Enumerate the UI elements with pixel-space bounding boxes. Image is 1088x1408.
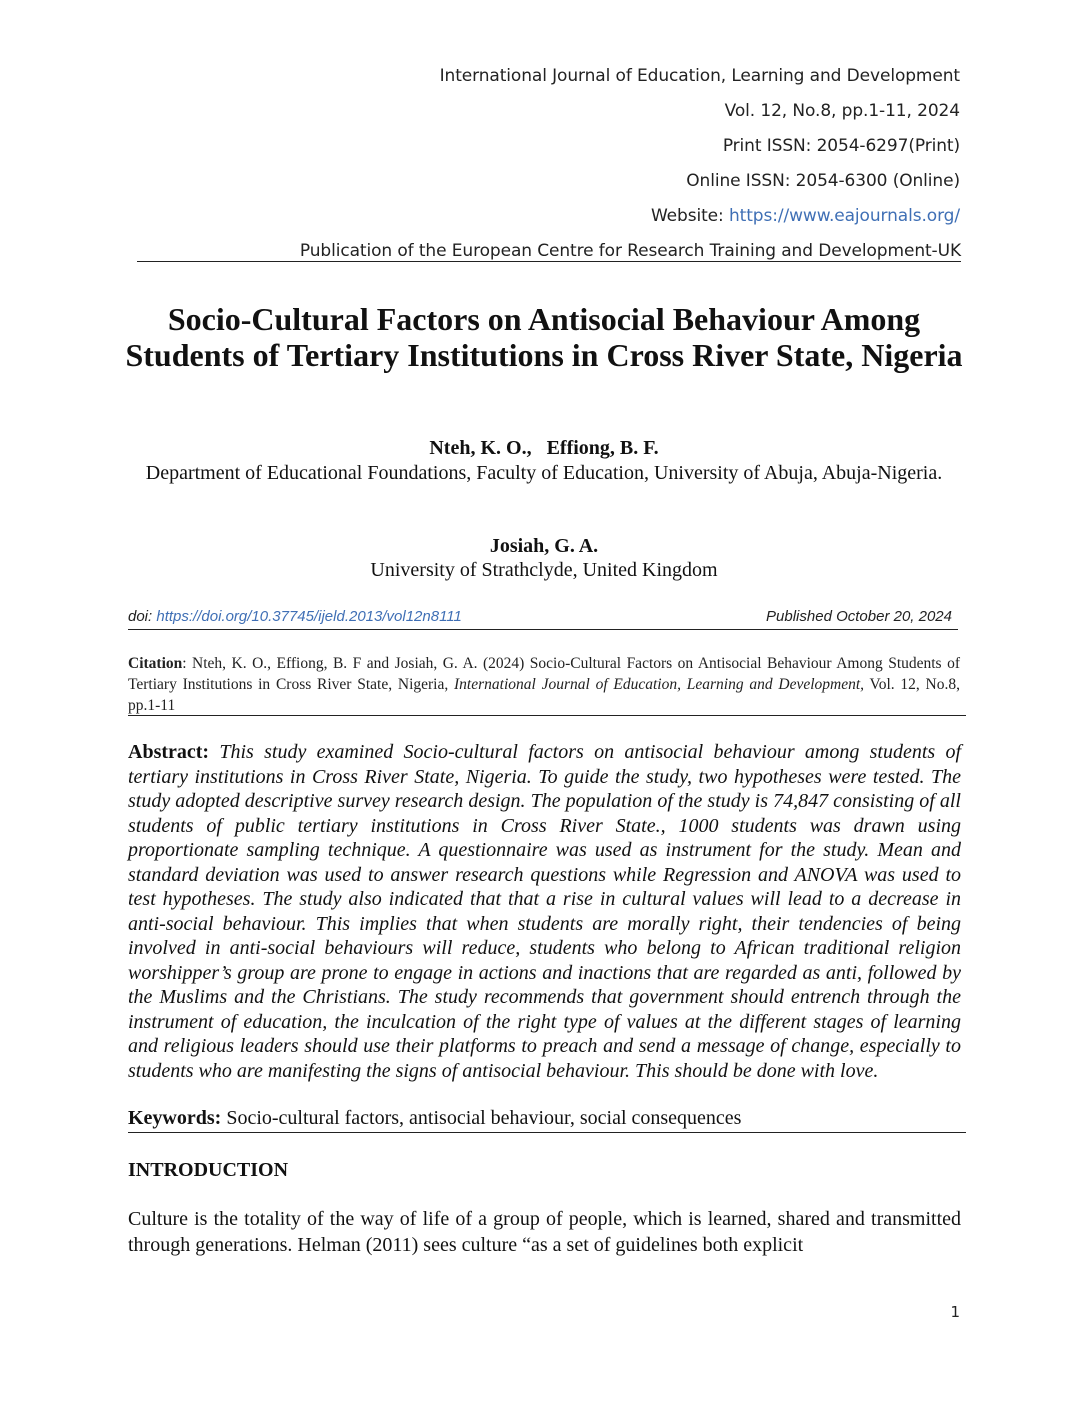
citation-label: Citation: [128, 655, 183, 672]
citation-journal: International Journal of Education, Learning and Development,: [454, 676, 865, 693]
published-date: Published October 20, 2024: [766, 608, 952, 625]
introduction-paragraph: Culture is the totality of the way of life of a group of people, which is learned, shared and transmitted through generations. Helman (2011) sees culture “as a set of guidelines both explicit: [128, 1208, 961, 1256]
abstract-label: Abstract:: [128, 741, 210, 763]
publisher-line: Publication of the European Centre for Research Training and Development-UK: [299, 241, 961, 261]
doi-link[interactable]: https://doi.org/10.37745/ijeld.2013/vol12n8111: [156, 608, 462, 625]
keywords-text: Socio-cultural factors, antisocial behaviour, social consequences: [221, 1107, 742, 1129]
website-label: Website:: [650, 206, 729, 226]
citation-block: [128, 653, 960, 716]
website-line: [651, 206, 960, 226]
online-issn: Online ISSN: 2054-6300 (Online): [686, 171, 960, 191]
paper-title: Socio-Cultural Factors on Antisocial Behaviour Among Students of Tertiary Institutions in Cross River State, Nigeria: [125, 301, 963, 373]
header-divider: [137, 261, 961, 262]
citation-divider: [128, 715, 966, 716]
journal-name: International Journal of Education, Learning and Development: [439, 66, 960, 86]
author-secondary: Josiah, G. A.: [489, 535, 599, 557]
keywords-label: Keywords:: [128, 1107, 222, 1129]
doi-line: [128, 608, 954, 625]
abstract-block: [128, 740, 961, 1083]
print-issn: Print ISSN: 2054-6297(Print): [722, 136, 960, 156]
page-number: 1: [950, 1303, 960, 1321]
affiliation-secondary: University of Strathclyde, United Kingdom: [370, 559, 718, 581]
authors-primary: Nteh, K. O., Effiong, B. F.: [429, 437, 659, 459]
website-link[interactable]: https://www.eajournals.org/: [728, 206, 960, 226]
citation-text: : Nteh, K. O., Effiong, B. F and Josiah, G. A. (2024) Socio-Cultural Factors on Antisocial Behaviour Among Students of Tertiary Institutions in Cross River State, Nigeria,: [128, 655, 960, 693]
affiliation-primary: Department of Educational Foundations, Faculty of Education, University of Abuja, Abuja-Nigeria.: [145, 462, 943, 484]
section-heading: INTRODUCTION: [128, 1159, 289, 1181]
citation-volume: Vol. 12, No.8, pp.1-11: [128, 676, 961, 714]
doi-divider: [128, 629, 958, 630]
volume-info: Vol. 12, No.8, pp.1-11, 2024: [724, 101, 960, 121]
keywords-line: [128, 1107, 741, 1130]
doi-label: doi:: [128, 608, 157, 625]
abstract-text: This study examined Socio-cultural factors on antisocial behaviour among students of tertiary institutions in Cross River State, Nigeria. To guide the study, two hypotheses were tested. The study adopted descriptive survey research design. The population of the study is 74,847 consisting of all students of public tertiary institutions in Cross River State., 1000 students was drawn using proportionate sampling technique. A questionnaire was used as instrument for the study. Mean and standard deviation was used to answer research questions while Regression and ANOVA was used to test hypotheses. The study also indicated that that a rise in cultural values will lead to a decrease in anti-social behaviour. This implies that when students are morally right, their tendencies of being involved in anti-social behaviours will reduce, students who belong to African traditional religion worshipper’s group are prone to engage in actions and inactions that are regarded as anti, followed by the Muslims and the Christians. The study recommends that government should entrench through the instrument of education, the inculcation of the right type of values at the different stages of learning and religious leaders should use their platforms to preach and send a message of change, especially to students who are manifesting the signs of antisocial behaviour. This should be done with love.: [128, 741, 961, 1082]
keywords-divider: [128, 1132, 966, 1133]
